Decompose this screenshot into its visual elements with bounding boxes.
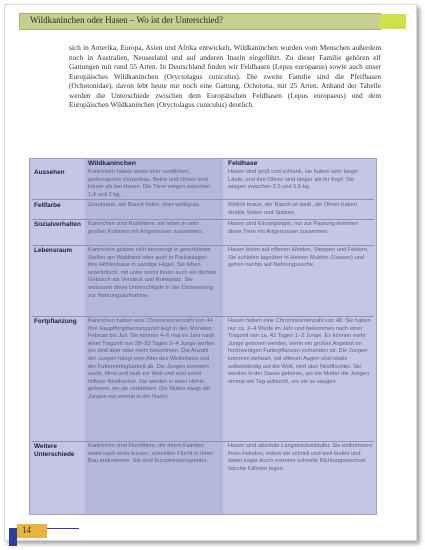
- row-label: Weitere Unterschiede: [34, 443, 75, 458]
- cell-hase: Hasen haben eine Chromosomenzahl von 48. Sie haben nur ca. 2–4 Würfe im Jahr und bekommen nach einer Tragzeit von ca. 42 Tagen 1–3 Junge. Es können mehr Junge geboren werden, wenn ein großes Angebot an hochwertigen Futterpflanzen vorhanden ist. Die Jungen kommen behaart, mit offenen Augen und relativ selbstständig auf die Welt, sind also Nestflüchter. Sie werden in der Sasse geboren, wo die Mutter die Jungen einmal am Tag aufsucht, um sie zu säugen.: [228, 318, 371, 385]
- page-header-title: Wildkaninchen oder Hasen – Wo ist der Unterschied?: [30, 15, 223, 25]
- row-divider: [32, 199, 374, 200]
- row-label: Fellfarbe: [34, 202, 61, 209]
- page-number: 14: [22, 525, 31, 535]
- footer-accent: [9, 529, 17, 546]
- row-label: Lebensraum: [34, 247, 73, 254]
- row-divider: [32, 316, 374, 317]
- page-number-box: [17, 524, 47, 538]
- row-label: Sozialverhalten: [34, 221, 81, 228]
- header-feldhase: Feldhase: [228, 160, 258, 167]
- cell-kaninchen: Graubraun, am Bauch heller, eher weißgrau.: [88, 202, 201, 208]
- book-page: [4, 4, 417, 541]
- page-header: [19, 13, 381, 30]
- cell-kaninchen: Kaninchen haben einen eher rundlichen, gedrungenen Körperbau. Beine und Ohren sind kürzer als bei Hasen. Die Tiere wiegen zwischen 1,4 und 2 kg.: [88, 169, 211, 198]
- intro-paragraph: sich in Amerika, Europa, Asien und Afrika entwickelt, Wildkaninchen wurden vom Menschen außerdem noch in Australien, Neuseeland und auf anderen Inseln eingeführt. Zu dieser Familie gehören elf Gattungen mit rund 55 Arten. In Deutschland finden wir Feldhasen (Lepus europaeus) sowie auch unser Europäisches Wildkaninchen (Oryctolagus cuniculus). Die zweite Familie sind die Pfeifhasen (Ochotonidae), davon lebt heute nur noch eine Gattung, Ochotona, mit 25 Arten. Anhand der Tabelle werden die Unterschiede zwischen dem Europäischen Feldhasen (Lepus europaeus) und dem Europäischen Wildkaninchen (Oryctolagus cuniculus) deutlich.: [69, 43, 381, 110]
- cell-kaninchen: Kaninchen sind Rudeltiere, sie leben in sehr großen Kolonien mit Artgenossen zusammen.: [88, 221, 204, 235]
- row-label: Fortpflanzung: [34, 318, 77, 325]
- row-divider: [32, 245, 374, 246]
- header-wildkaninchen: Wildkaninchen: [88, 160, 136, 167]
- comparison-table: [29, 158, 377, 515]
- cell-hase: Hasen sind groß und schlank, sie haben sehr lange Läufe, und ihre Ohren sind länger als ihr Kopf. Sie wiegen zwischen 2,5 und 5,5 kg.: [228, 169, 358, 191]
- cell-hase: Rötlich braun, der Bauch ist weiß, die Ohren haben dunkle Seiten und Spitzen.: [228, 202, 357, 216]
- cell-kaninchen: Kaninchen graben sich bevorzugt in geschützten Stellen am Waldrand oder auch in Parkanlagen ihre Höhlenbaue in sandige Hügel. Sie leben unterirdisch, mit unter reicht ihnen auch ein dichtes Gebüsch als Versteck und Ruheplatz. Sie verlassen diese Unterschlüpfe in der Dämmerung zur Nahrungsaufnahme.: [88, 247, 217, 299]
- row-label: Aussehen: [34, 169, 65, 176]
- cell-hase: Hasen sind absolute Langstreckenläufer. Sie entkommen ihren Feinden, indem sie schnell und weit laufen und dabei sogar durch extreme schnelle Richtungswechsel falsche Fährten legen.: [228, 443, 372, 472]
- cell-hase: Hasen leben auf offenen Weiden, Steppen und Feldern. Sie schlafen tagsüber in kleinen Mulden (Sassen) und gehen nachts auf Nahrungssuche.: [228, 247, 369, 269]
- cell-kaninchen: Kaninchen sind Fluchttiere, die ihrem Feinden meist nach einer kurzen, schnellen Flucht in ihren Bau entkommen. Sie sind Kurzstreckensprinter.: [88, 443, 213, 465]
- row-divider: [32, 219, 374, 220]
- row-divider: [32, 441, 374, 442]
- cell-kaninchen: Kaninchen haben eine Chromosomenzahl von 44. Ihre Hauptfortpflanzungszeit liegt in den Monaten Februar bis Juli. Sie können 4–6 mal im Jahr nach einer Tragzeit von 28–33 Tagen 3–4 Junge werfen (es sind aber oder mehr bekommen. Die Anzahl der Jungen hängt vom Alter des Weibchens und der Futterverfügbarkeit ab. Die Jungen kommen nackt, blind und taub zur Welt und sind somit hilflose Nesthocker. Sie werden in einer Höhle geboren, wo sie verbleiben. Die Mutter säugt die Jungen nur einmal in der Nacht.: [88, 318, 215, 400]
- header-accent-bar: [380, 14, 406, 29]
- cell-hase: Hasen sind Einzelgänger, nur zur Paarung kommen diese Tiere mit Artgenossen zusammen.: [228, 221, 359, 235]
